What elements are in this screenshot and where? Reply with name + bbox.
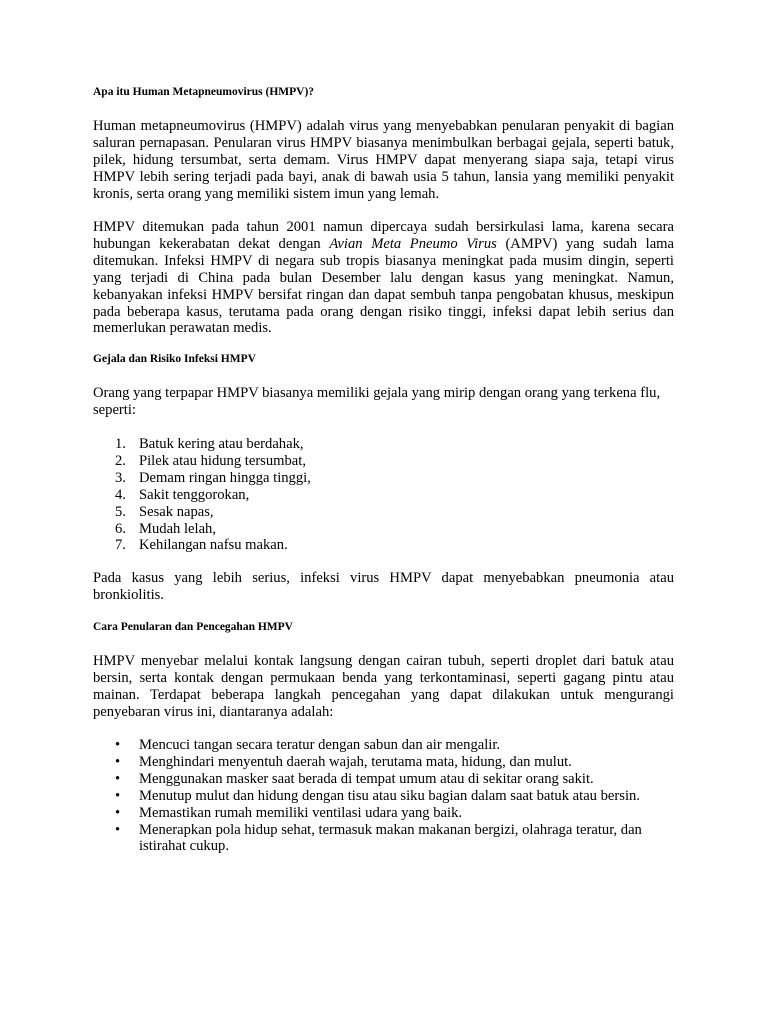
list-number: 6. xyxy=(115,520,126,537)
list-item-text: Kehilangan nafsu makan. xyxy=(139,537,288,554)
list-item xyxy=(93,436,674,453)
list-number: 7. xyxy=(115,537,126,554)
prevention-heading: Cara Penularan dan Pencegahan HMPV xyxy=(93,621,293,633)
transmission-paragraph: HMPV menyebar melalui kontak langsung dengan cairan tubuh, seperti droplet dari batuk atau bersin, serta kontak dengan permukaan benda yang terkontaminasi, seperti gagang pintu atau mainan. Terdapat beberapa langkah pencegahan yang dapat dilakukan untuk mengurangi penyebaran virus ini, diantaranya adalah: xyxy=(93,653,674,720)
list-item-text: Mudah lelah, xyxy=(139,520,217,537)
bullet-icon: • xyxy=(115,753,121,770)
history-text-end: (AMPV) yang sudah lama ditemukan. Infeksi HMPV di negara sub tropis biasanya meningkat pada musim dingin, seperti yang terjadi di China pada bulan Desember lalu dengan kasus yang meningkat. Namun, kebanyakan infeksi HMPV bersifat ringan dan dapat sembuh tanpa pengobatan khusus, meskipun pada beberapa kasus, terutama pada orang dengan risiko tinggi, infeksi dapat lebih serius dan memerlukan perawatan medis. xyxy=(93,235,675,337)
list-item xyxy=(93,771,674,788)
list-number: 1. xyxy=(115,436,126,452)
list-item xyxy=(93,453,674,470)
list-item-text: Pilek atau hidung tersumbat, xyxy=(139,452,306,469)
bullet-icon: • xyxy=(115,770,121,787)
symptoms-intro: Orang yang terpapar HMPV biasanya memiliki gejala yang mirip dengan orang yang terkena flu, seperti: xyxy=(93,385,661,418)
list-item xyxy=(93,470,674,487)
bullet-icon: • xyxy=(115,737,121,753)
list-number: 4. xyxy=(115,486,126,503)
list-number: 5. xyxy=(115,503,126,520)
list-item xyxy=(93,487,674,504)
list-item xyxy=(93,504,674,521)
symptoms-list xyxy=(93,436,674,554)
history-text-start: HMPV ditemukan pada tahun 2001 namun dipercaya sudah bersirkulasi lama, karena secara hubungan kekerabatan dekat dengan xyxy=(93,219,674,252)
ampv-italic-term: Avian Meta Pneumo Virus xyxy=(329,235,497,252)
prevention-list xyxy=(93,737,674,855)
history-paragraph xyxy=(93,219,674,337)
symptoms-heading: Gejala dan Risiko Infeksi HMPV xyxy=(93,353,256,365)
list-item xyxy=(93,737,674,754)
bullet-icon: • xyxy=(115,804,121,821)
list-item xyxy=(93,788,674,805)
list-item xyxy=(93,754,674,771)
list-item-text: Memastikan rumah memiliki ventilasi udara yang baik. xyxy=(139,804,463,821)
list-number: 2. xyxy=(115,452,126,469)
list-item-text: Menutup mulut dan hidung dengan tisu atau siku bagian dalam saat batuk atau bersin. xyxy=(139,787,640,804)
severity-paragraph: Pada kasus yang lebih serius, infeksi virus HMPV dapat menyebabkan pneumonia atau bronkiolitis. xyxy=(93,570,674,603)
list-item-text: Sakit tenggorokan, xyxy=(139,486,250,503)
list-item-text: Mencuci tangan secara teratur dengan sabun dan air mengalir. xyxy=(139,737,501,753)
list-item-text: Sesak napas, xyxy=(139,503,214,520)
list-item-text: Menggunakan masker saat berada di tempat umum atau di sekitar orang sakit. xyxy=(139,770,594,787)
intro-paragraph: Human metapneumovirus (HMPV) adalah virus yang menyebabkan penularan penyakit di bagian saluran pernapasan. Penularan virus HMPV biasanya menimbulkan berbagai gejala, seperti batuk, pilek, hidung tersumbat, serta demam. Virus HMPV dapat menyerang siapa saja, tetapi virus HMPV lebih sering terjadi pada bayi, anak di bawah usia 5 tahun, lansia yang memiliki penyakit kronis, serta orang yang memiliki sistem imun yang lemah. xyxy=(93,118,674,202)
list-item xyxy=(93,521,674,538)
list-item-text: Menerapkan pola hidup sehat, termasuk makan makanan bergizi, olahraga teratur, dan istirahat cukup. xyxy=(139,821,642,855)
bullet-icon: • xyxy=(115,787,121,804)
list-item-text: Batuk kering atau berdahak, xyxy=(139,436,304,452)
list-item xyxy=(93,822,674,856)
page-title: Apa itu Human Metapneumovirus (HMPV)? xyxy=(93,86,315,98)
list-item-text: Menghindari menyentuh daerah wajah, terutama mata, hidung, dan mulut. xyxy=(139,753,572,770)
list-item-text: Demam ringan hingga tinggi, xyxy=(139,469,311,486)
list-item xyxy=(93,537,674,554)
bullet-icon: • xyxy=(115,821,121,838)
list-number: 3. xyxy=(115,469,126,486)
list-item xyxy=(93,805,674,822)
